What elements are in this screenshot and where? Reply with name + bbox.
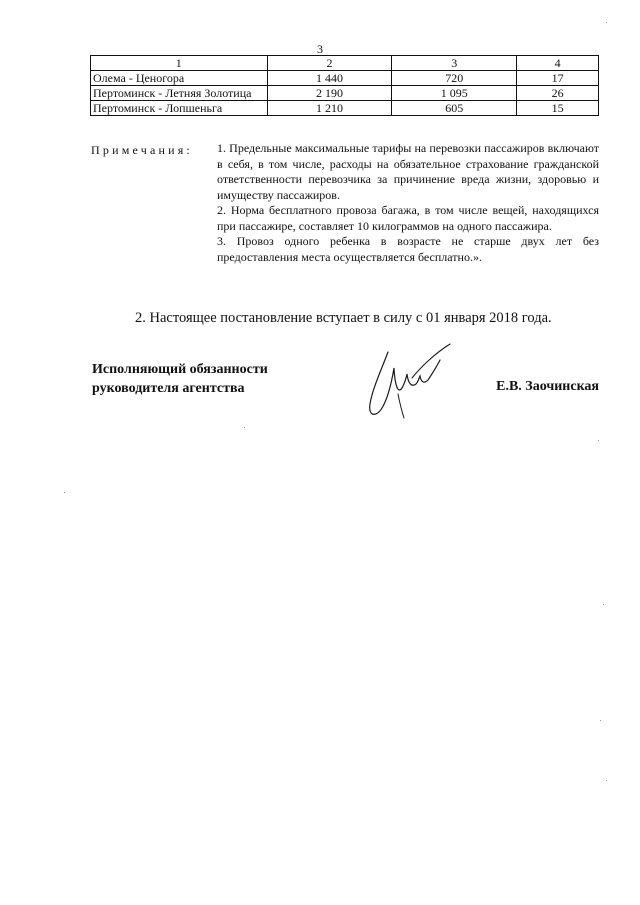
scan-speck <box>603 604 604 605</box>
scan-speck <box>600 720 601 721</box>
table-header-row <box>91 56 599 71</box>
scan-speck <box>244 427 245 428</box>
route-cell: Пертоминск - Лопшеньга <box>91 101 268 116</box>
table-row <box>91 71 599 86</box>
page-number: 3 <box>317 42 323 56</box>
scan-speck <box>64 492 65 493</box>
tariff-cell: 720 <box>392 71 517 86</box>
tariff-cell: 605 <box>392 101 517 116</box>
tariff-cell: 17 <box>517 71 599 86</box>
table-row <box>91 101 599 116</box>
handwritten-signature <box>358 338 458 426</box>
table-row <box>91 86 599 101</box>
signer-title-line: руководителя агентства <box>92 381 245 396</box>
tariff-cell: 1 095 <box>392 86 517 101</box>
signer-title <box>92 360 268 398</box>
notes-list <box>217 141 599 265</box>
tariff-cell: 15 <box>517 101 599 116</box>
tariff-table <box>90 55 599 116</box>
notes-label: Примечания: <box>91 143 193 157</box>
column-number-3: 3 <box>392 56 517 71</box>
tariff-cell: 1 210 <box>267 101 392 116</box>
tariff-cell: 1 440 <box>267 71 392 86</box>
route-cell: Пертоминск - Летняя Золотица <box>91 86 268 101</box>
column-number-1: 1 <box>91 56 268 71</box>
note-item: 1. Предельные максимальные тарифы на перевозки пассажиров включают в себя, в том числе, расходы на обязательное страхование гражданской ответственности перевозчика за причинение вреда жизни, здоровью и имуществу пассажиров. <box>217 141 599 202</box>
scan-speck <box>598 440 599 441</box>
route-cell: Олема - Ценогора <box>91 71 268 86</box>
note-item: 3. Провоз одного ребенка в возрасте не старше двух лет без предоставления места осуществляется бесплатно.». <box>217 234 599 264</box>
column-number-4: 4 <box>517 56 599 71</box>
tariff-cell: 26 <box>517 86 599 101</box>
signer-name: Е.В. Заочинская <box>496 379 599 394</box>
scan-speck <box>606 22 607 23</box>
note-item: 2. Норма бесплатного провоза багажа, в том числе вещей, находящихся при пассажире, составляет 10 килограммов на одного пассажира. <box>217 203 599 233</box>
column-number-2: 2 <box>267 56 392 71</box>
signer-title-line: Исполняющий обязанности <box>92 362 268 377</box>
decree-effective-date-clause: 2. Настоящее постановление вступает в силу с 01 января 2018 года. <box>135 310 552 326</box>
tariff-cell: 2 190 <box>267 86 392 101</box>
scan-speck <box>606 780 607 781</box>
